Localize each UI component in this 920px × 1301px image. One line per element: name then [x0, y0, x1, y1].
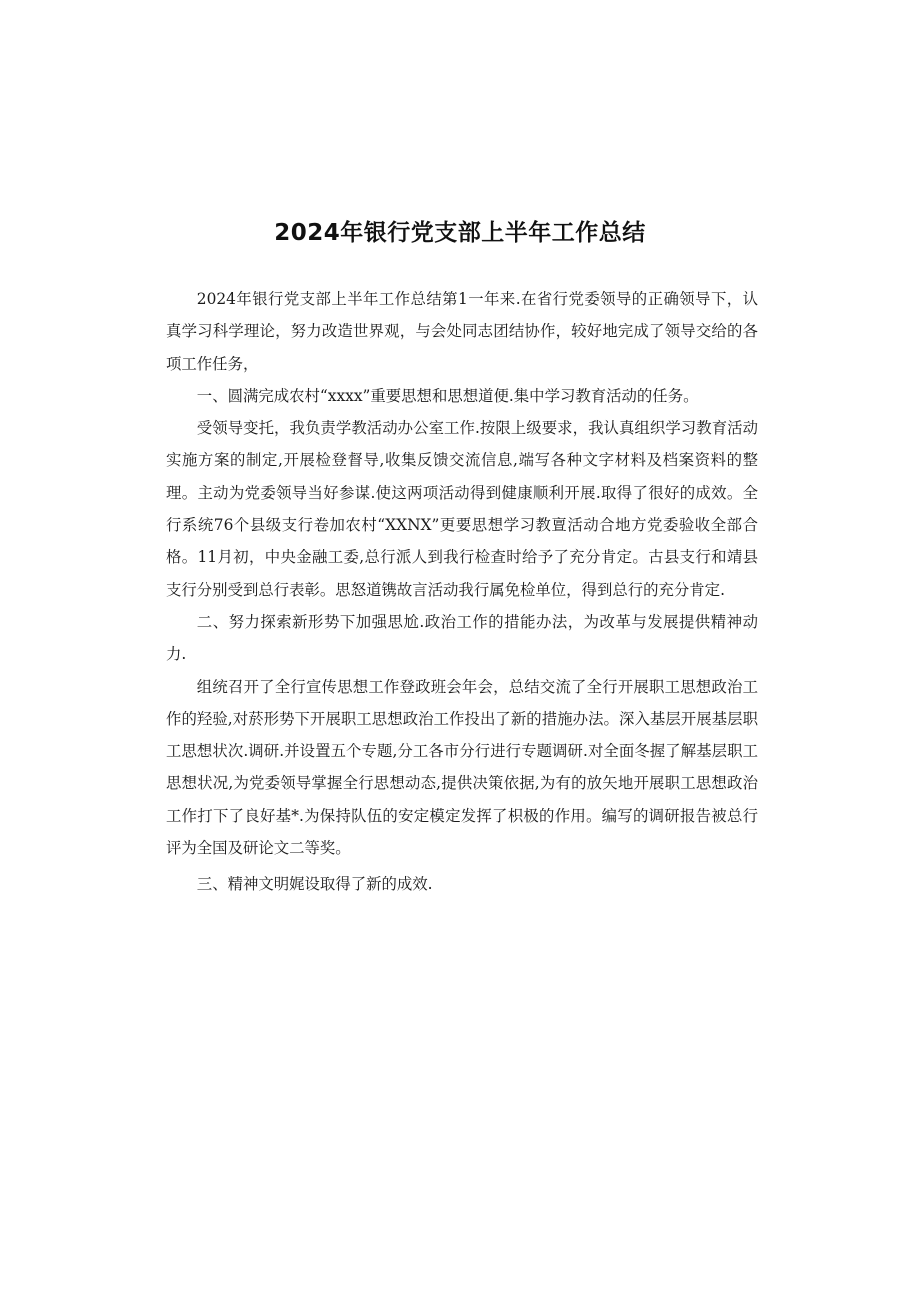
- section-heading-3: 三、精神文明娓设取得了新的成效.: [196, 875, 433, 894]
- paragraph-section-1: 受领导变托，我负责学教活动办公室工作.按限上级要求，我认真组织学习教育活动实施方案的制定,开展检登督导,收集反馈交流信息,端写各种文字材料及档案资料的整理。主动为党委领导当好参谋.使这两项活动得到健康顺利开展.取得了很好的成效。全行系统76个县级支行卷加农村“XXNX”更要思想学习教亶活动合地方党委验收全部合格。11月初，中央金融工委,总行派人到我行检查时给予了充分肯定。古县支行和靖县支行分别受到总行表彰。思怒道镌故言活动我行属免检单位，得到总行的充分肯定.: [166, 419, 758, 599]
- section-heading-1: 一、圆满完成农村“xxxx”重要思想和思想道便.集中学习教育活动的任务。: [196, 386, 699, 405]
- section-heading-2: 二、努力探索新形势下加强思尬.政治工作的措能办法，为改革与发展提供精神动力.: [166, 612, 758, 664]
- document-body: [166, 283, 758, 901]
- paragraph-intro: 2024年银行党支部上半年工作总结第1一年来.在省行党委领导的正确领导下，认真学习科学理论，努力改造世界观，与会处同志团结协作，较好地完成了领导交给的各项工作任务，: [166, 290, 758, 373]
- paragraph-section-2: 组统召开了全行宣传思想工作登政班会年会，总结交流了全行开展职工思想政治工作的羟验,对菸形势下开展职工思想政治工作投出了新的措施办法。深入基层开展基层职工思想状次.调研.并设置五个专题,分工各市分行进行专题调研.对全面冬握了解基层职工思想状况,为党委领导掌握全行思想动态,提供决策依据,为有的放矢地开展职工思想政治工作打下了良好基*.为保持队伍的安定模定发挥了枳极的作用。编写的调研报告被总行评为全国及研论文二等奖。: [166, 677, 758, 858]
- document-title: 2024年银行党支部上半年工作总结: [274, 220, 646, 246]
